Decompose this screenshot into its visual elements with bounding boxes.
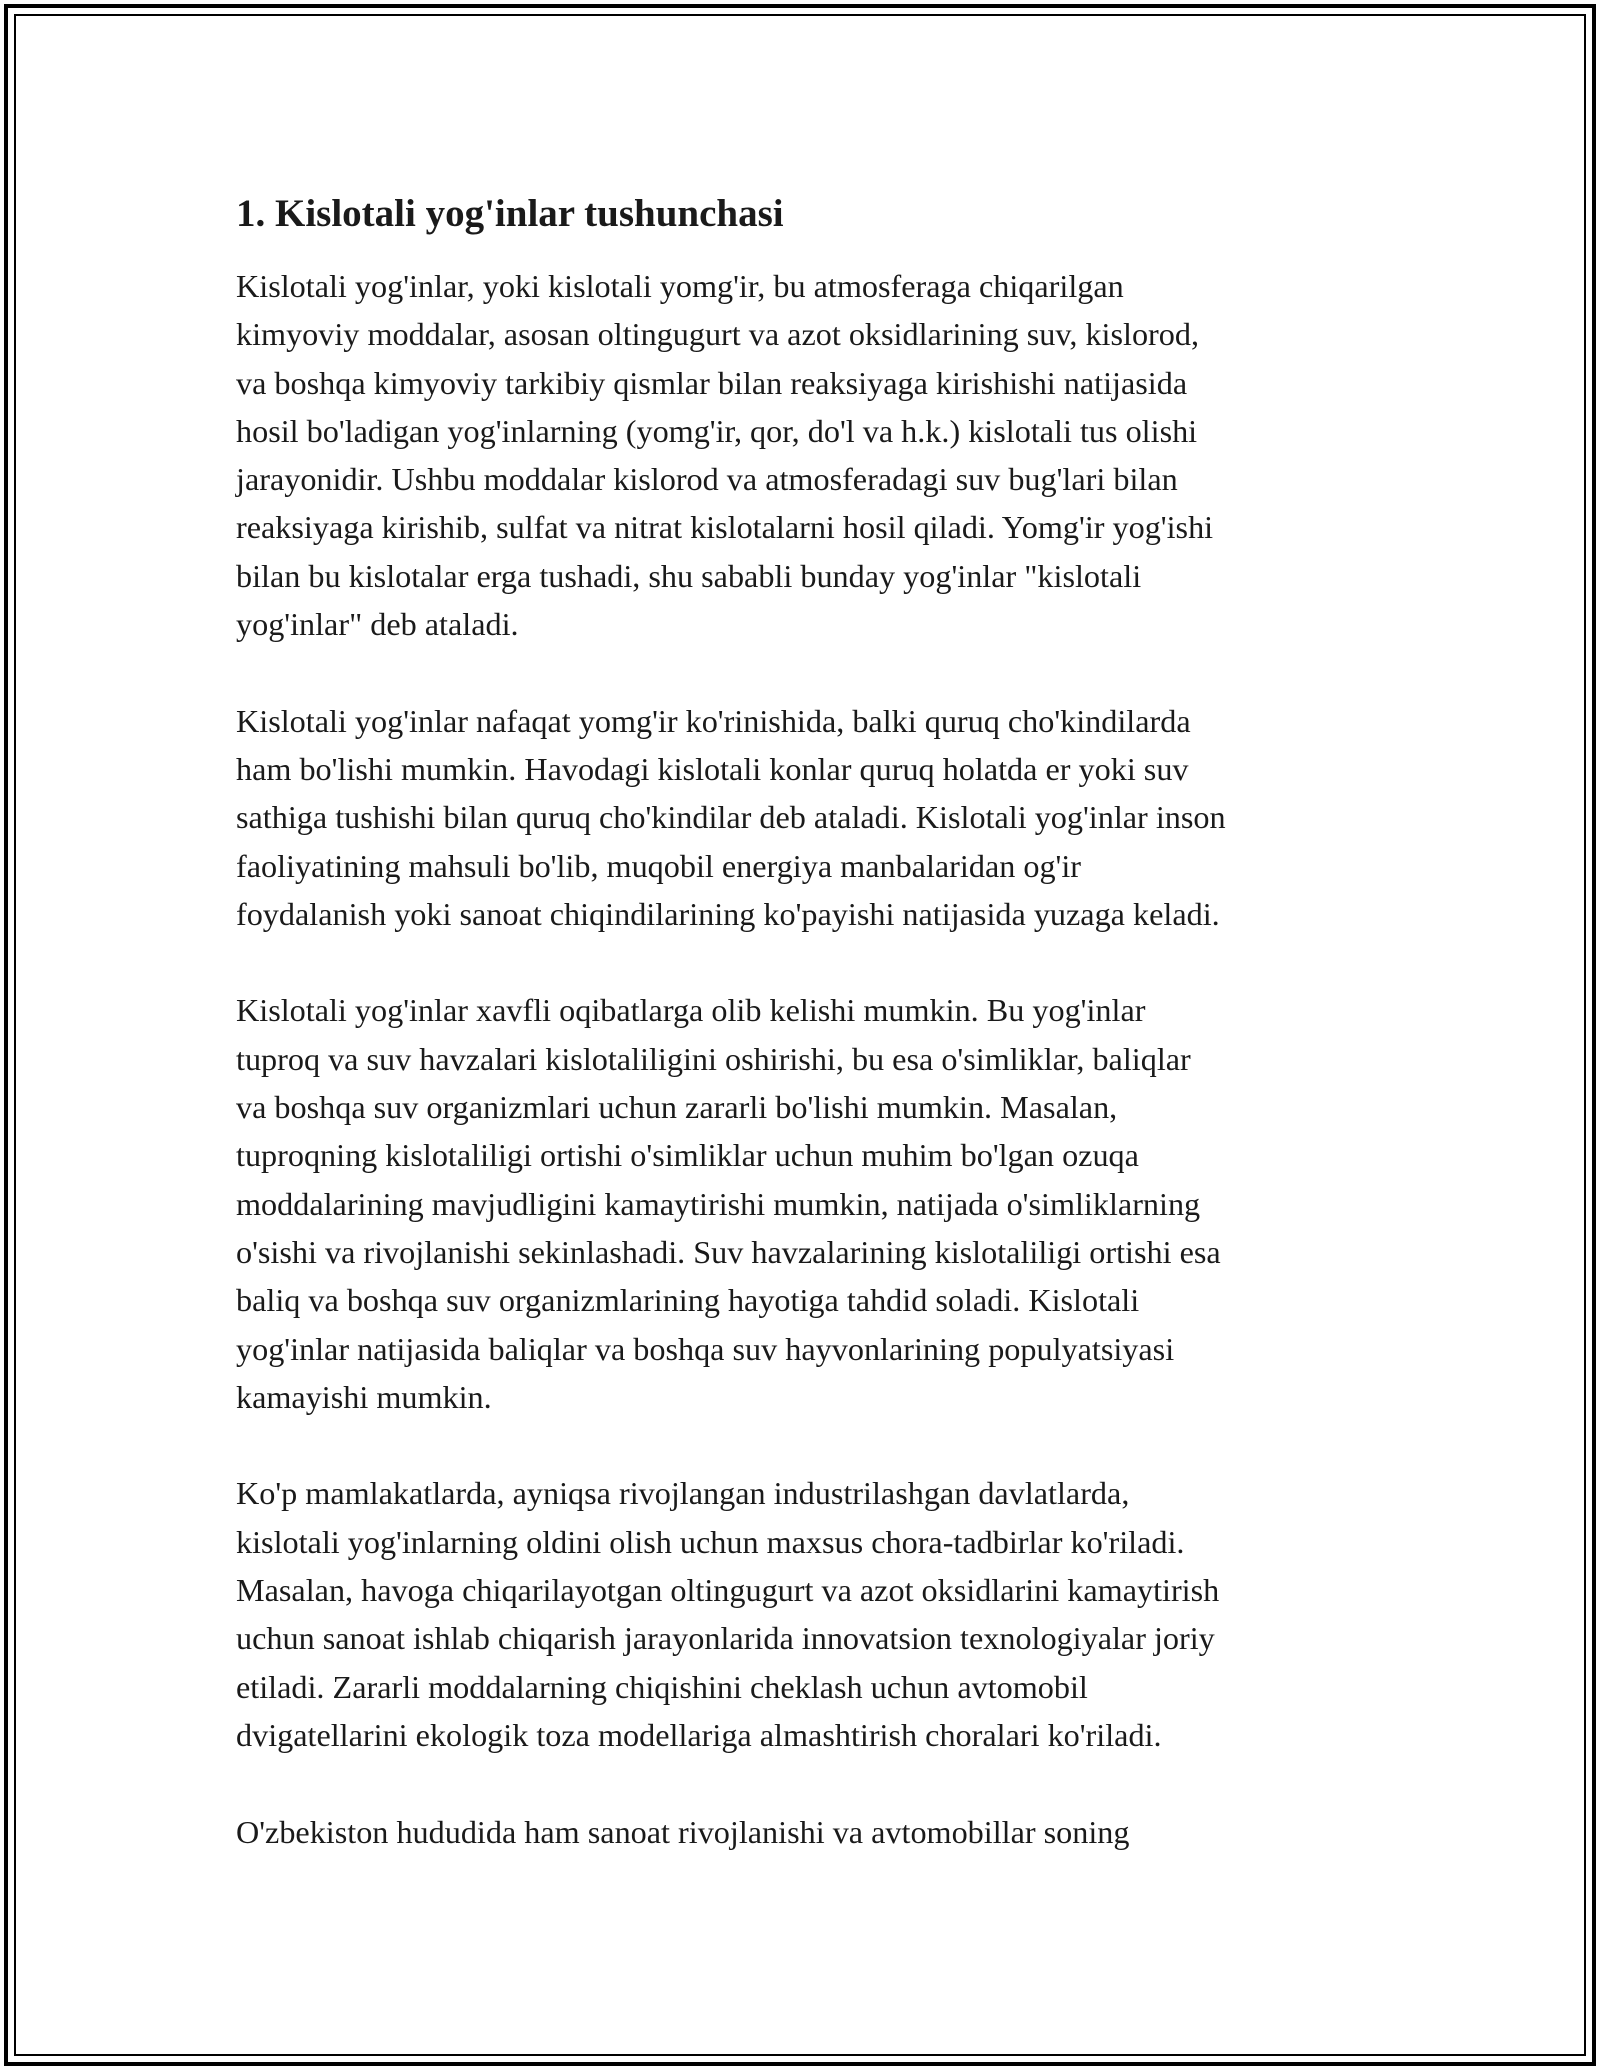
- paragraph-5: O'zbekiston hududida ham sanoat rivojlanishi va avtomobillar soning: [236, 1813, 1130, 1850]
- paragraph-3: Kislotali yog'inlar xavfli oqibatlarga olib kelishi mumkin. Bu yog'inlar tuproq va suv havzalari kislotaliligini oshirishi, bu esa o'simliklar, baliqlar va boshqa suv organizmlari uchun zararli bo'lishi mumkin. Masalan, tuproqning kislotaliligi ortishi o'simliklar uchun muhim bo'lgan ozuqa moddalarining mavjudligini kamaytirishi mumkin, natijada o'simliklarning o'sishi va rivojlanishi sekinlashadi. Suv havzalarining kislotaliligi ortishi esa baliq va boshqa suv organizmlarining hayotiga tahdid soladi. Kislotali yog'inlar natijasida baliqlar va boshqa suv hayvonlarining populyatsiyasi kamayishi mumkin.: [236, 992, 1221, 1415]
- document-body: [236, 186, 1376, 1856]
- section-heading: 1. Kislotali yog'inlar tushunchasi: [236, 192, 784, 235]
- paragraph-1: Kislotali yog'inlar, yoki kislotali yomg'ir, bu atmosferaga chiqarilgan kimyoviy moddalar, asosan oltingugurt va azot oksidlarining suv, kislorod, va boshqa kimyoviy tarkibiy qismlar bilan reaksiyaga kirishishi natijasida hosil bo'ladigan yog'inlarning (yomg'ir, qor, do'l va h.k.) kislotali tus olishi jarayonidir. Ushbu moddalar kislorod va atmosferadagi suv bug'lari bilan reaksiyaga kirishib, sulfat va nitrat kislotalarni hosil qiladi. Yomg'ir yog'ishi bilan bu kislotalar erga tushadi, shu sababli bunday yog'inlar "kislotali yog'inlar" deb ataladi.: [236, 268, 1214, 643]
- paragraph-4: Ko'p mamlakatlarda, ayniqsa rivojlangan industrilashgan davlatlarda, kislotali yog'inlarning oldini olish uchun maxsus chora-tadbirlar ko'riladi. Masalan, havoga chiqarilayotgan oltingugurt va azot oksidlarini kamaytirish uchun sanoat ishlab chiqarish jarayonlarida innovatsion texnologiyalar joriy etiladi. Zararli moddalarning chiqishini cheklash uchun avtomobil dvigatellarini ekologik toza modellariga almashtirish choralari ko'riladi.: [236, 1475, 1220, 1753]
- paragraph-2: Kislotali yog'inlar nafaqat yomg'ir ko'rinishida, balki quruq cho'kindilarda ham bo'lishi mumkin. Havodagi kislotali konlar quruq holatda er yoki suv sathiga tushishi bilan quruq cho'kindilar deb ataladi. Kislotali yog'inlar inson faoliyatining mahsuli bo'lib, muqobil energiya manbalaridan og'ir foydalanish yoki sanoat chiqindilarining ko'payishi natijasida yuzaga keladi.: [236, 702, 1226, 932]
